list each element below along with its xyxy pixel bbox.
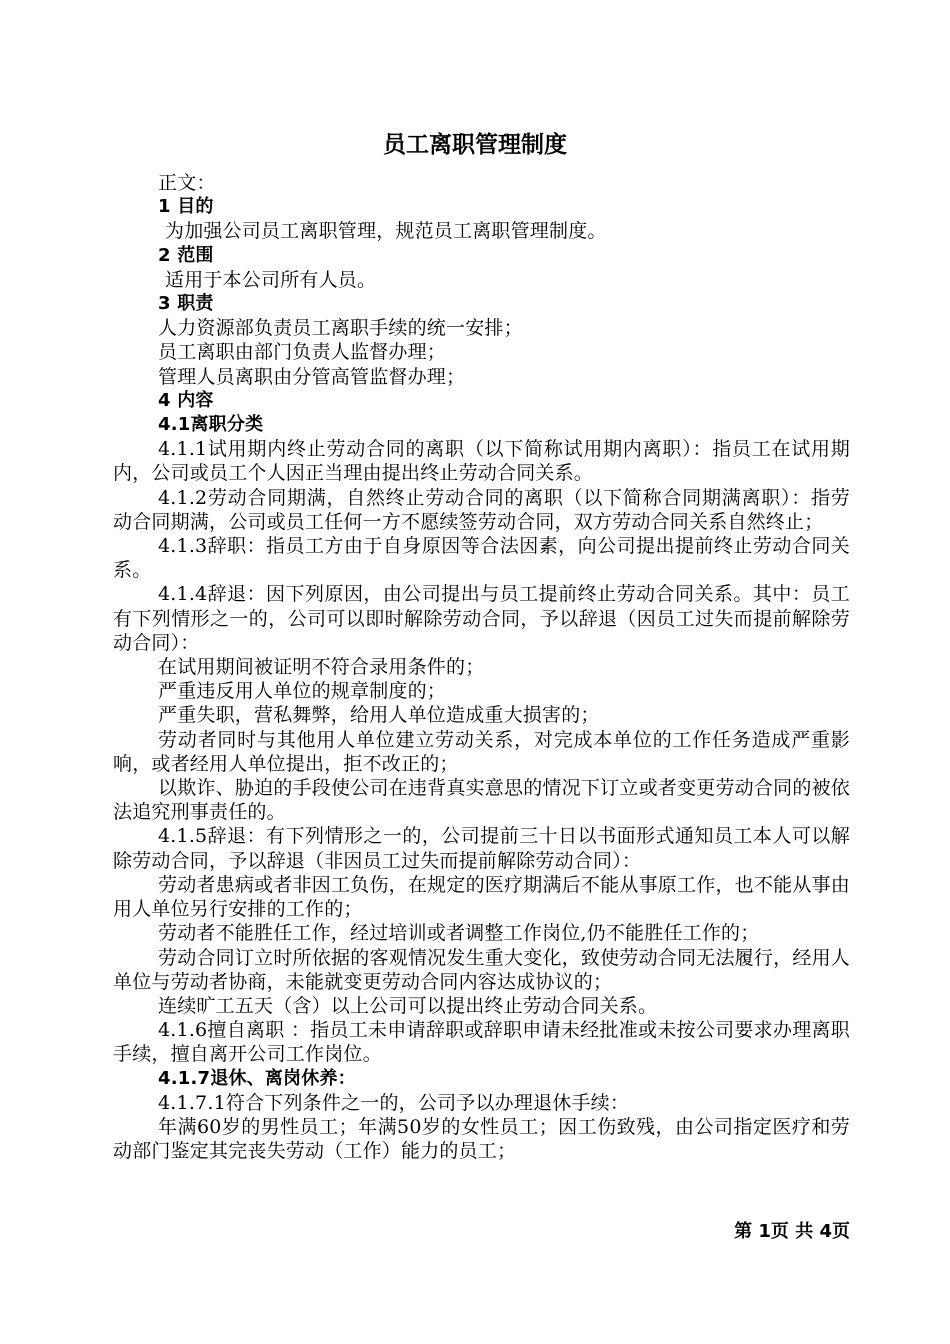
paragraph: 劳动合同订立时所依据的客观情况发生重大变化，致使劳动合同无法履行，经用人单位与劳动者协商，未能就变更劳动合同内容达成协议的；	[113, 946, 850, 993]
section-heading: 2 范围	[158, 244, 214, 266]
paragraph: 适用于本公司所有人员。	[165, 268, 377, 291]
paragraph: 劳动者同时与其他用人单位建立劳动关系，对完成本单位的工作任务造成严重影响，或者经用人单位提出，拒不改正的；	[113, 728, 850, 775]
paragraph: 在试用期间被证明不符合录用条件的；	[158, 656, 485, 679]
paragraph: 正文：	[158, 172, 216, 194]
paragraph: 4.1.2劳动合同期满，自然终止劳动合同的离职（以下简称合同期满离职）：指劳动合同期满，公司或员工任何一方不愿续签劳动合同，双方劳动合同关系自然终止；	[113, 486, 850, 533]
paragraph: 员工离职由部门负责人监督办理；	[158, 341, 447, 364]
section-heading: 1 目的	[158, 196, 214, 218]
paragraph: 4.1.7.1符合下列条件之一的，公司予以办理退休手续：	[158, 1091, 630, 1114]
document-title: 员工离职管理制度	[383, 132, 567, 158]
paragraph: 连续旷工五天（含）以上公司可以提出终止劳动合同关系。	[158, 994, 658, 1017]
section-heading: 3 职责	[158, 293, 214, 315]
section-heading: 4.1离职分类	[158, 414, 264, 436]
paragraph: 4.1.1试用期内终止劳动合同的离职（以下简称试用期内离职）：指员工在试用期内，公司或员工个人因正当理由提出终止劳动合同关系。	[113, 438, 850, 485]
section-heading: 4.1.7退休、离岗休养：	[158, 1067, 356, 1089]
paragraph: 以欺诈、胁迫的手段使公司在违背真实意思的情况下订立或者变更劳动合同的被依法追究刑事责任的。	[113, 777, 850, 824]
paragraph: 劳动者患病或者非因工负伤，在规定的医疗期满后不能从事原工作，也不能从事由用人单位另行安排的工作的；	[113, 873, 850, 921]
paragraph: 为加强公司员工离职管理，规范员工离职管理制度。	[165, 220, 607, 243]
page-number: 第 1页 共 4页	[734, 1221, 850, 1242]
paragraph: 人力资源部负责员工离职手续的统一安排；	[158, 317, 523, 340]
paragraph: 严重违反用人单位的规章制度的；	[158, 680, 447, 703]
paragraph: 劳动者不能胜任工作，经过培训或者调整工作岗位,仍不能胜任工作的；	[158, 922, 760, 945]
paragraph: 4.1.3辞职：指员工方由于自身原因等合法因素，向公司提出提前终止劳动合同关系。	[113, 535, 850, 582]
paragraph: 4.1.4辞退：因下列原因，由公司提出与员工提前终止劳动合同关系。其中：员工有下列情形之一的，公司可以即时解除劳动合同，予以辞退（因员工过失而提前解除劳动合同）：	[113, 583, 850, 654]
paragraph: 4.1.6擅自离职 ：指员工未申请辞职或辞职申请未经批准或未按公司要求办理离职手续，擅自离开公司工作岗位。	[113, 1019, 850, 1066]
paragraph: 年满60岁的男性员工；年满50岁的女性员工；因工伤致残，由公司指定医疗和劳动部门鉴定其完丧失劳动（工作）能力的员工；	[113, 1115, 850, 1163]
paragraph: 4.1.5辞退：有下列情形之一的，公司提前三十日以书面形式通知员工本人可以解除劳动合同，予以辞退（非因员工过失而提前解除劳动合同）：	[113, 825, 850, 872]
section-heading: 4 内容	[158, 389, 214, 411]
paragraph: 管理人员离职由分管高管监督办理；	[158, 365, 466, 388]
document-body	[113, 171, 850, 1163]
paragraph: 严重失职，营私舞弊，给用人单位造成重大损害的；	[158, 704, 600, 727]
